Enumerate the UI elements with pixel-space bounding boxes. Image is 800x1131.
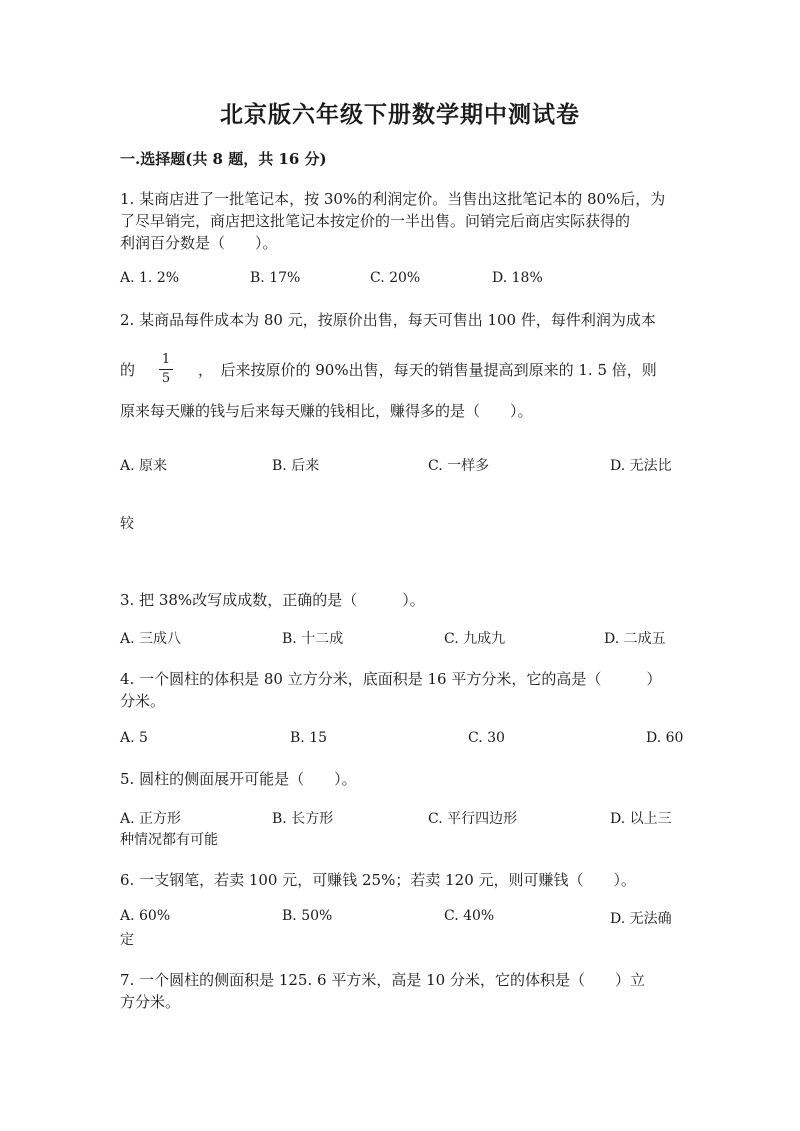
- question-5-option-a: A. 正方形: [120, 811, 182, 827]
- question-7-line-1: 7. 一个圆柱的侧面积是 125. 6 平方米，高是 10 分米，它的体积是（ ）立: [120, 971, 645, 989]
- question-1-option-a: A. 1. 2%: [120, 270, 180, 286]
- question-2-option-c: C. 一样多: [428, 458, 490, 474]
- question-3-line-1: 3. 把 38%改写成成数，正确的是（ ）。: [120, 591, 425, 609]
- question-3-option-c: C. 九成九: [444, 631, 506, 647]
- question-4-line-2: 分米。: [120, 692, 166, 710]
- question-4-line-1: 4. 一个圆柱的体积是 80 立方分米，底面积是 16 平方分米，它的高是（ ）: [120, 670, 662, 688]
- question-5-option-d: D. 以上三: [610, 811, 672, 827]
- page-title: 北京版六年级下册数学期中测试卷: [220, 101, 580, 128]
- question-3-option-d: D. 二成五: [604, 631, 666, 647]
- question-6-option-c: C. 40%: [444, 908, 495, 924]
- fraction-numerator: 1: [161, 352, 171, 367]
- question-2-option-b: B. 后来: [272, 458, 320, 474]
- question-5-option-b: B. 长方形: [272, 811, 334, 827]
- question-2-option-a: A. 原来: [120, 458, 168, 474]
- question-2-line-3: 原来每天赚的钱与后来每天赚的钱相比，赚得多的是（ ）。: [120, 402, 533, 420]
- question-6-option-d-wrap: 定: [120, 932, 134, 948]
- section-heading: 一.选择题(共 8 题，共 16 分): [120, 150, 327, 168]
- fraction-bar: [159, 369, 173, 370]
- question-4-option-b: B. 15: [290, 730, 328, 746]
- question-3-option-b: B. 十二成: [282, 631, 344, 647]
- question-4-option-a: A. 5: [120, 730, 148, 746]
- question-5-line-1: 5. 圆柱的侧面展开可能是（ ）。: [120, 770, 357, 788]
- question-6-option-d: D. 无法确: [610, 911, 672, 927]
- question-5-option-c: C. 平行四边形: [428, 811, 518, 827]
- question-5-option-d-wrap: 种情况都有可能: [120, 832, 218, 848]
- question-1-option-c: C. 20%: [370, 270, 421, 286]
- question-2-option-d: D. 无法比: [610, 458, 672, 474]
- question-1-option-b: B. 17%: [250, 270, 301, 286]
- question-1-option-d: D. 18%: [492, 270, 543, 286]
- question-2-line-1: 2. 某商品每件成本为 80 元，按原价出售，每天可售出 100 件，每件利润为成本: [120, 311, 656, 329]
- question-2-option-d-wrap: 较: [120, 516, 134, 532]
- question-6-line-1: 6. 一支钢笔，若卖 100 元，可赚钱 25%；若卖 120 元，则可赚钱（ ）。: [120, 871, 637, 889]
- question-1-line-1: 1. 某商店进了一批笔记本，按 30%的利润定价。当售出这批笔记本的 80%后，为: [120, 190, 666, 208]
- question-2-line-2-rest: ， 后来按原价的 90%出售，每天的销售量提高到原来的 1. 5 倍，则: [198, 361, 657, 379]
- question-6-option-b: B. 50%: [282, 908, 333, 924]
- fraction-denominator: 5: [161, 371, 171, 386]
- question-1-line-3: 利润百分数是（ ）。: [120, 234, 278, 252]
- question-7-line-2: 方分米。: [120, 993, 181, 1011]
- question-4-option-c: C. 30: [468, 730, 505, 746]
- fraction-one-fifth: [158, 352, 174, 387]
- question-4-option-d: D. 60: [646, 730, 684, 746]
- question-1-line-2: 了尽早销完，商店把这批笔记本按定价的一半出售。问销完后商店实际获得的: [120, 212, 631, 230]
- question-3-option-a: A. 三成八: [120, 631, 182, 647]
- question-6-option-a: A. 60%: [120, 908, 171, 924]
- question-2-line-2-start: 的: [120, 361, 136, 379]
